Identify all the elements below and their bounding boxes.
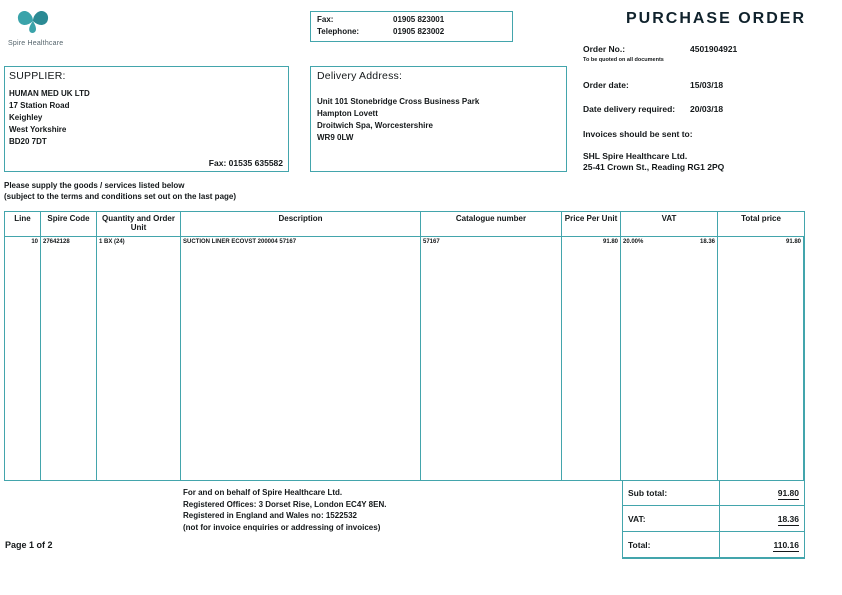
supplier-line: HUMAN MED UK LTD <box>9 89 90 98</box>
fax-label: Fax: <box>317 15 334 24</box>
vat-label: VAT: <box>623 506 720 531</box>
order-no-label: Order No.: <box>583 44 626 54</box>
quote-note: To be quoted on all documents <box>583 57 664 63</box>
table-row <box>5 237 804 480</box>
order-no-value: 4501904921 <box>690 44 738 54</box>
delivery-address-box <box>310 66 567 172</box>
col-header-spire-code: Spire Code <box>41 212 97 236</box>
fax-row <box>317 14 506 26</box>
delivery-required-label: Date delivery required: <box>583 104 676 114</box>
col-header-catalogue-number: Catalogue number <box>421 212 562 236</box>
page-number: Page 1 of 2 <box>5 540 53 550</box>
delivery-address-label: Delivery Address: <box>317 70 403 82</box>
invoice-address-line1: SHL Spire Healthcare Ltd. <box>583 151 688 161</box>
vat-row <box>623 506 804 532</box>
invoices-sent-to-label: Invoices should be sent to: <box>583 129 693 139</box>
col-header-vat: VAT <box>621 212 718 236</box>
contact-box <box>310 11 513 42</box>
table-header-row <box>5 212 804 237</box>
col-header-line: Line <box>5 212 41 236</box>
footer-line3: Registered in England and Wales no: 1522532 <box>183 511 357 520</box>
supplier-fax: Fax: 01535 635582 <box>208 158 283 168</box>
footer-line2: Registered Offices: 3 Dorset Rise, London EC4Y 8EN. <box>183 499 387 509</box>
col-header-description: Description <box>181 212 421 236</box>
order-no-row <box>583 44 807 54</box>
vat-value: 18.36 <box>777 513 799 524</box>
supply-instruction <box>4 180 236 202</box>
col-header-total-price: Total price <box>741 214 781 223</box>
subtotal-row <box>623 480 804 506</box>
delivery-line: Droitwich Spa, Worcestershire <box>317 121 433 130</box>
vat-amount: 18.36 <box>699 239 715 245</box>
brand-name: Spire Healthcare <box>8 40 64 47</box>
delivery-line: Hampton Lovett <box>317 109 378 118</box>
order-date-row <box>583 80 807 90</box>
cell-total-price: 91.80 <box>718 237 804 480</box>
invoice-address-line2: 25-41 Crown St., Reading RG1 2PQ <box>583 162 725 172</box>
line-items-table <box>4 211 805 481</box>
cell-description: SUCTION LINER ECOVST 200004 57167 <box>181 237 421 480</box>
instruction-line2: (subject to the terms and conditions set out on the last page) <box>4 192 237 201</box>
supplier-line: 17 Station Road <box>9 101 70 110</box>
total-row <box>623 532 804 558</box>
totals-box <box>622 480 805 559</box>
cell-catalogue-number: 57167 <box>421 237 562 480</box>
supplier-label: SUPPLIER: <box>9 70 66 82</box>
supplier-address <box>9 88 284 148</box>
cell-line: 10 <box>5 237 41 480</box>
total-value: 110.16 <box>773 539 799 550</box>
telephone-value: 01905 823002 <box>393 27 445 36</box>
delivery-line: Unit 101 Stonebridge Cross Business Park <box>317 97 480 106</box>
col-header-quantity: Quantity and Order Unit <box>97 212 181 236</box>
subtotal-value: 91.80 <box>777 487 799 498</box>
cell-quantity: 1 BX (24) <box>97 237 181 480</box>
page-title: PURCHASE ORDER <box>625 10 806 27</box>
delivery-required-row <box>583 104 807 114</box>
vat-rate: 20.00% <box>623 239 644 245</box>
supplier-line: Keighley <box>9 113 43 122</box>
brand-logo <box>8 8 78 47</box>
total-label: Total: <box>623 532 720 557</box>
legal-footer <box>183 487 386 533</box>
instruction-line1: Please supply the goods / services listed below <box>4 181 185 190</box>
footer-line4: (not for invoice enquiries or addressing of invoices) <box>183 522 381 532</box>
order-date-label: Order date: <box>583 80 629 90</box>
supplier-box <box>4 66 289 172</box>
subtotal-label: Sub total: <box>623 480 720 505</box>
telephone-label: Telephone: <box>317 27 360 36</box>
supplier-line: West Yorkshire <box>9 125 67 134</box>
cell-price-per-unit: 91.80 <box>562 237 621 480</box>
delivery-required-value: 20/03/18 <box>690 104 724 114</box>
telephone-row <box>317 26 506 38</box>
order-date-value: 15/03/18 <box>690 80 724 90</box>
spire-butterfly-icon <box>16 8 78 39</box>
fax-value: 01905 823001 <box>393 15 445 24</box>
cell-spire-code: 27642128 <box>41 237 97 480</box>
delivery-line: WR9 0LW <box>317 133 354 142</box>
footer-line1: For and on behalf of Spire Healthcare Ltd. <box>183 488 343 497</box>
col-header-price-per-unit: Price Per Unit <box>562 212 621 236</box>
delivery-address <box>317 96 560 144</box>
cell-vat <box>621 237 718 480</box>
supplier-line: BD20 7DT <box>9 137 47 146</box>
